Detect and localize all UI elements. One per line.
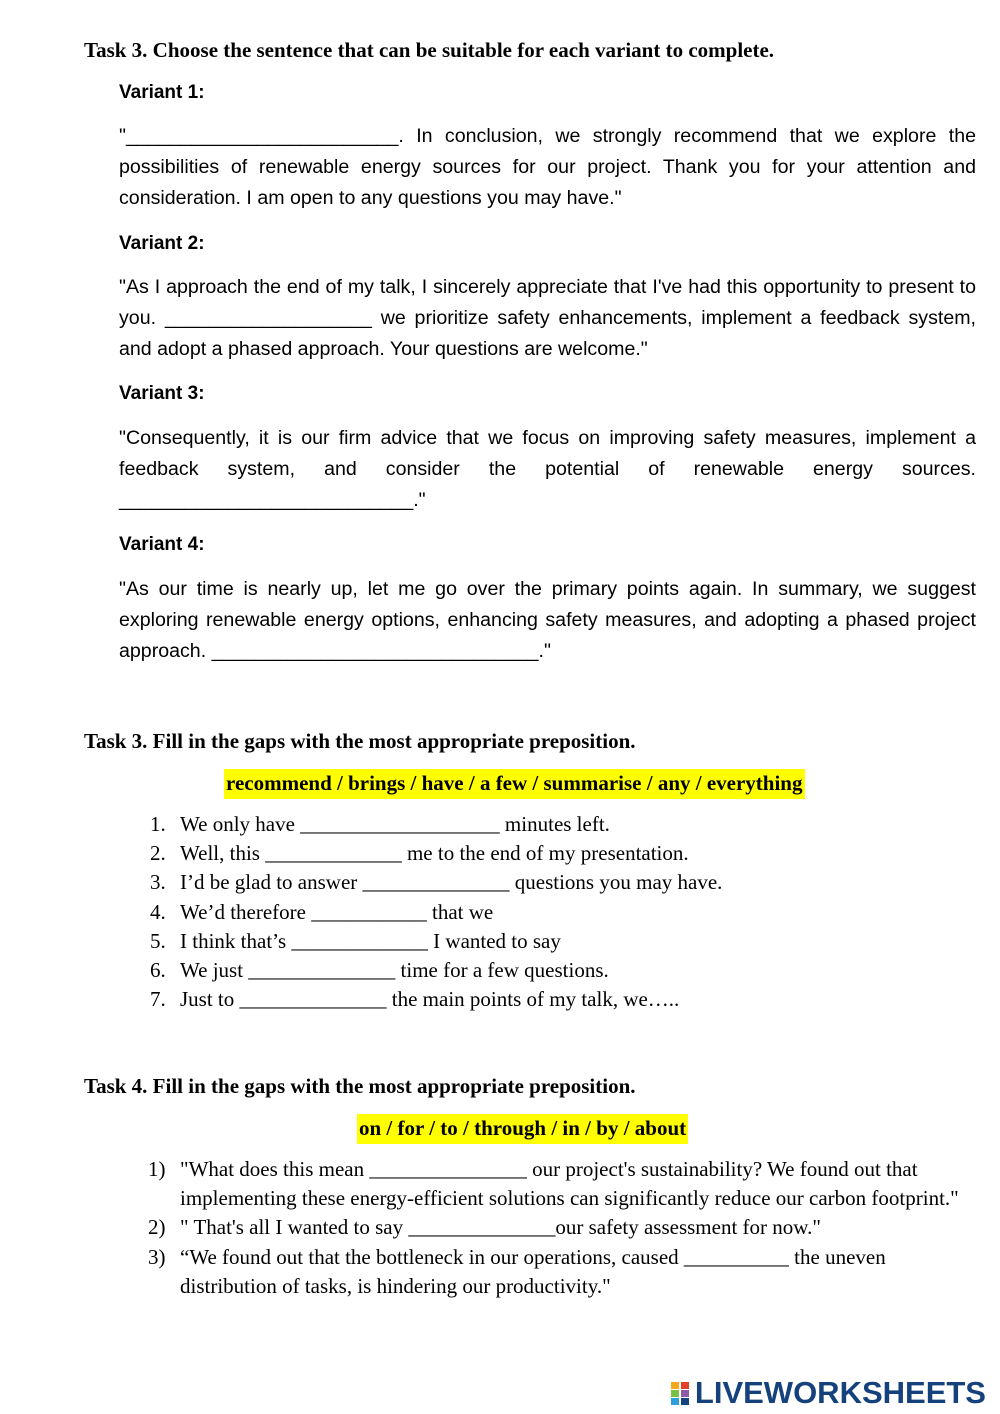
item-number: 3.: [150, 870, 166, 895]
item-text: " That's all I wanted to say ______________our safety assessment for now.": [180, 1215, 821, 1240]
list-item: [148, 1213, 978, 1242]
list-item: [150, 810, 722, 839]
task3-word-bank: recommend / brings / have / a few / summarise / any / everything: [224, 769, 805, 799]
task3-fill-title: Task 3. Fill in the gaps with the most appropriate preposition.: [84, 729, 636, 753]
item-number: 7.: [150, 987, 166, 1012]
item-number: 1.: [150, 812, 166, 836]
item-text: We only have ___________________ minutes left.: [180, 812, 610, 836]
item-text: We just ______________ time for a few questions.: [180, 958, 609, 983]
variant-4-text: "As our time is nearly up, let me go over the primary points again. In summary, we suggest exploring renewable energy options, enhancing safety measures, and adopting a phased project approach. ______________________________.": [119, 578, 976, 662]
task4-items-list: [148, 1155, 978, 1301]
item-text: Well, this _____________ me to the end of my presentation.: [180, 841, 689, 866]
list-item: [150, 985, 722, 1014]
liveworksheets-logo[interactable]: [669, 1374, 986, 1410]
item-number: 3): [148, 1244, 166, 1269]
list-item: [150, 898, 722, 927]
item-number: 5.: [150, 928, 166, 953]
variant-2-label: Variant 2:: [119, 233, 205, 254]
variant-2-text: "As I approach the end of my talk, I sincerely appreciate that I've had this opportunity to present to you. ___________________ we prioritize safety enhancements, implement a feedback system, and adopt a phased approach. Your questions are welcome.": [119, 276, 976, 360]
liveworksheets-logo-icon: [669, 1378, 693, 1406]
list-item: [150, 868, 722, 897]
task4-word-bank: on / for / to / through / in / by / about: [357, 1114, 688, 1144]
item-number: 2.: [150, 841, 166, 866]
item-text: "What does this mean _______________ our project's sustainability? We found out that implementing these energy-efficient solutions can significantly reduce our carbon footprint.": [180, 1157, 959, 1211]
item-text: I’d be glad to answer ______________ questions you may have.: [180, 870, 723, 895]
list-item: [150, 927, 722, 956]
item-number: 2): [148, 1215, 166, 1240]
task4-title: Task 4. Fill in the gaps with the most appropriate preposition.: [84, 1074, 636, 1098]
task3-items-list: [150, 810, 722, 1014]
item-text: I think that’s _____________ I wanted to say: [180, 928, 561, 953]
variant-3-text: "Consequently, it is our firm advice that we focus on improving safety measures, implement a feedback system, and consider the potential of renewable energy sources. ___________________________.": [119, 427, 976, 511]
variant-1-label: Variant 1:: [119, 82, 205, 103]
task3-variants-title: Task 3. Choose the sentence that can be suitable for each variant to complete.: [84, 38, 775, 62]
item-text: We’d therefore ___________ that we: [180, 899, 494, 924]
list-item: [148, 1155, 978, 1213]
variant-4-label: Variant 4:: [119, 534, 205, 555]
item-number: 4.: [150, 899, 166, 924]
item-number: 6.: [150, 958, 166, 983]
variant-3-label: Variant 3:: [119, 383, 205, 404]
item-number: 1): [148, 1157, 166, 1181]
logo-text: LIVEWORKSHEETS: [694, 1374, 986, 1410]
list-item: [150, 956, 722, 985]
item-text: “We found out that the bottleneck in our operations, caused __________ the uneven distribution of tasks, is hindering our productivity.": [180, 1244, 886, 1298]
list-item: [150, 839, 722, 868]
variant-1-text: "_________________________. In conclusion, we strongly recommend that we explore the possibilities of renewable energy sources for our project. Thank you for your attention and consideration. I am open to any questions you may have.": [119, 125, 976, 209]
list-item: [148, 1243, 978, 1301]
item-text: Just to ______________ the main points of my talk, we…..: [180, 987, 680, 1012]
